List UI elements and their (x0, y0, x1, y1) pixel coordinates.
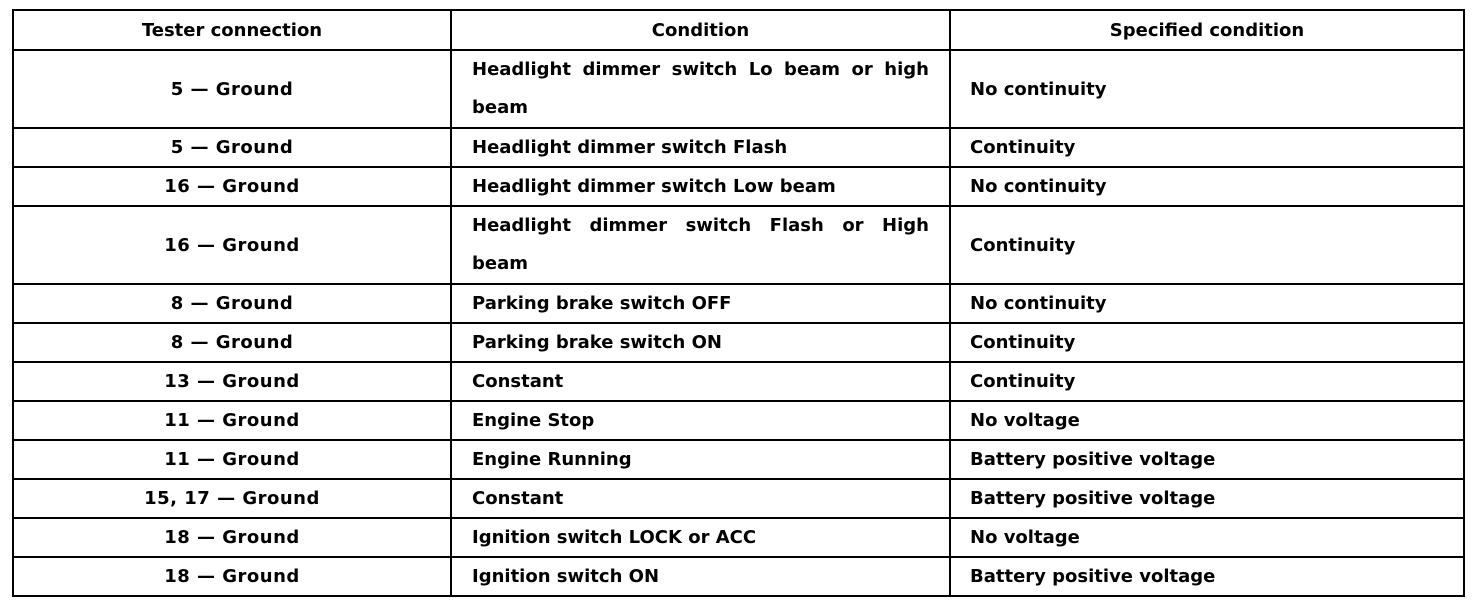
condition-cell: Engine Running (451, 440, 950, 479)
tester-connection-cell: 5 — Ground (13, 128, 451, 167)
tester-connection-cell: 16 — Ground (13, 167, 451, 206)
condition-cell: Parking brake switch OFF (451, 284, 950, 323)
specified-condition-cell: No continuity (950, 50, 1464, 128)
tester-connection-cell: 11 — Ground (13, 440, 451, 479)
table-row (13, 362, 1464, 401)
table-row (13, 50, 1464, 128)
specified-condition-cell: No continuity (950, 167, 1464, 206)
header-specified-condition: Specified condition (950, 10, 1464, 50)
specified-condition-cell: Battery positive voltage (950, 479, 1464, 518)
inspection-table (12, 9, 1465, 597)
condition-cell: Constant (451, 362, 950, 401)
condition-cell: Ignition switch LOCK or ACC (451, 518, 950, 557)
specified-condition-cell: Battery positive voltage (950, 440, 1464, 479)
specified-condition-cell: No voltage (950, 401, 1464, 440)
condition-cell: Parking brake switch ON (451, 323, 950, 362)
table-header-row (13, 10, 1464, 50)
header-tester-connection: Tester connection (13, 10, 451, 50)
tester-connection-cell: 5 — Ground (13, 50, 451, 128)
table-row (13, 284, 1464, 323)
table-row (13, 167, 1464, 206)
table-row (13, 479, 1464, 518)
condition-cell: Headlight dimmer switch Low beam (451, 167, 950, 206)
tester-connection-cell: 8 — Ground (13, 284, 451, 323)
tester-connection-cell: 15, 17 — Ground (13, 479, 451, 518)
condition-cell: Ignition switch ON (451, 557, 950, 596)
condition-cell: Headlight dimmer switch Flash or High beam (451, 206, 950, 284)
tester-connection-cell: 13 — Ground (13, 362, 451, 401)
specified-condition-cell: Continuity (950, 362, 1464, 401)
specified-condition-cell: Continuity (950, 128, 1464, 167)
condition-cell: Headlight dimmer switch Lo beam or high beam (451, 50, 950, 128)
specified-condition-cell: No continuity (950, 284, 1464, 323)
specified-condition-cell: No voltage (950, 518, 1464, 557)
header-condition: Condition (451, 10, 950, 50)
tester-connection-cell: 11 — Ground (13, 401, 451, 440)
table-row (13, 440, 1464, 479)
table-row (13, 206, 1464, 284)
condition-cell: Headlight dimmer switch Flash (451, 128, 950, 167)
table-row (13, 557, 1464, 596)
condition-cell: Constant (451, 479, 950, 518)
tester-connection-cell: 16 — Ground (13, 206, 451, 284)
tester-connection-cell: 8 — Ground (13, 323, 451, 362)
condition-cell: Engine Stop (451, 401, 950, 440)
table-row (13, 128, 1464, 167)
table-row (13, 401, 1464, 440)
specified-condition-cell: Continuity (950, 206, 1464, 284)
specified-condition-cell: Continuity (950, 323, 1464, 362)
table-row (13, 323, 1464, 362)
specified-condition-cell: Battery positive voltage (950, 557, 1464, 596)
tester-connection-cell: 18 — Ground (13, 557, 451, 596)
tester-connection-cell: 18 — Ground (13, 518, 451, 557)
table-row (13, 518, 1464, 557)
